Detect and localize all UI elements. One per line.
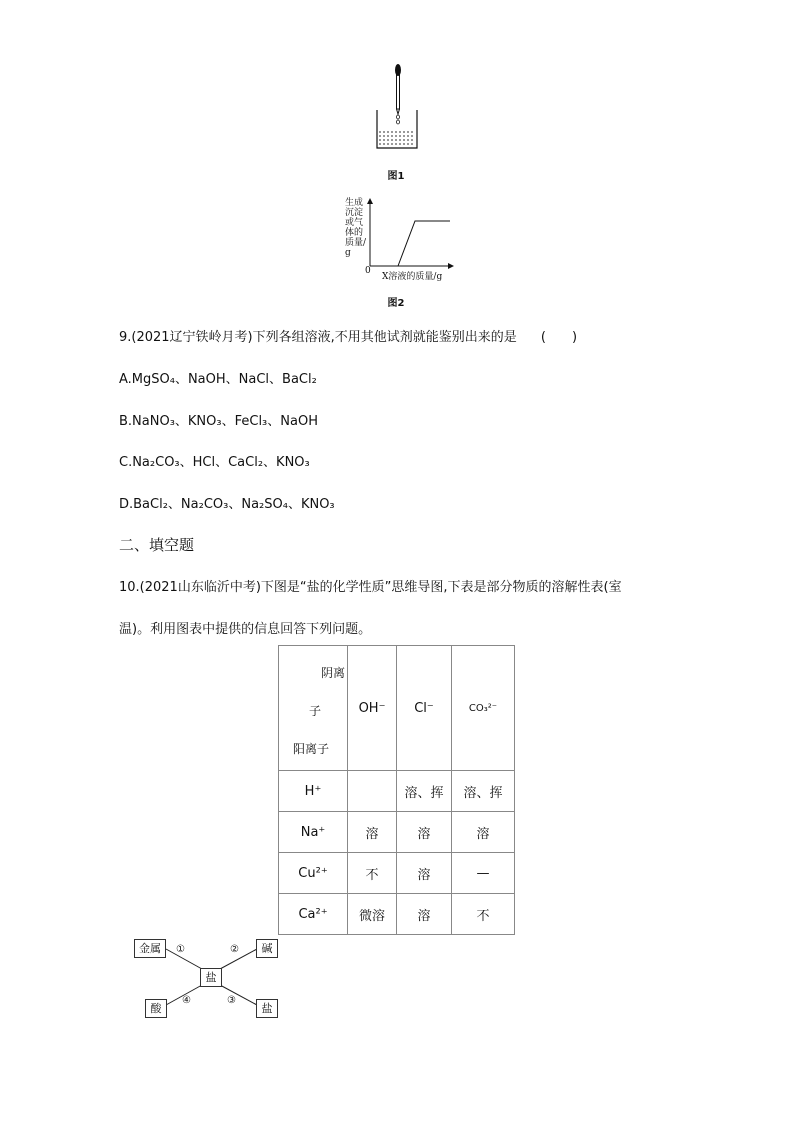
- table-cell: 溶、挥: [397, 771, 452, 812]
- mindmap-label-2: ②: [230, 944, 239, 955]
- anion-header: CO₃²⁻: [452, 646, 515, 771]
- mindmap-label-3: ③: [227, 995, 236, 1006]
- table-cell: [348, 771, 397, 812]
- section-title: 二、填空题: [119, 536, 195, 554]
- figure2-origin: 0: [365, 266, 371, 276]
- table-cell: —: [452, 853, 515, 894]
- q9-option-d: D.BaCl₂、Na₂CO₃、Na₂SO₄、KNO₃: [119, 497, 335, 512]
- q9-answer-blank: ( ): [540, 330, 578, 345]
- table-row: [279, 894, 515, 935]
- anion-header: Cl⁻: [397, 646, 452, 771]
- cation-cell: Ca²⁺: [279, 894, 348, 935]
- table-cell: 溶: [397, 894, 452, 935]
- cation-cell: Na⁺: [279, 812, 348, 853]
- table-cell: 微溶: [348, 894, 397, 935]
- figure2-caption: 图2: [387, 298, 405, 309]
- mindmap-label-1: ①: [176, 944, 185, 955]
- table-row: [279, 771, 515, 812]
- table-row: [279, 853, 515, 894]
- figure1-beaker-dropper: [372, 62, 422, 154]
- figure1-caption: 图1: [387, 171, 405, 182]
- corner-anion-label: 阴离: [320, 666, 345, 680]
- mindmap-node-salt: 盐: [256, 999, 278, 1018]
- q9-stem-text: 9.(2021辽宁铁岭月考)下列各组溶液,不用其他试剂就能鉴别出来的是: [119, 330, 517, 345]
- q10-line1: 10.(2021山东临沂中考)下图是“盐的化学性质”思维导图,下表是部分物质的溶解性表(室: [119, 580, 622, 595]
- table-cell: 溶: [397, 812, 452, 853]
- q9-option-b: B.NaNO₃、KNO₃、FeCl₃、NaOH: [119, 414, 318, 429]
- figure2-x-label: X溶液的质量/g: [382, 272, 443, 282]
- table-cell: 不: [452, 894, 515, 935]
- table-cell: 不: [348, 853, 397, 894]
- table-cell: 溶: [397, 853, 452, 894]
- mindmap-node-base: 碱: [256, 939, 278, 958]
- dropper-tube: [397, 75, 400, 109]
- q9-stem: [119, 326, 577, 345]
- corner-mid-label: 子: [309, 704, 322, 718]
- graph-line: [398, 221, 450, 266]
- figure2-y-label: 生成沉淀或气体的质量/g: [345, 198, 367, 258]
- q9-option-c: C.Na₂CO₃、HCl、CaCl₂、KNO₃: [119, 455, 310, 470]
- anion-header: OH⁻: [348, 646, 397, 771]
- table-row: [279, 812, 515, 853]
- dropper-bulb: [395, 64, 401, 76]
- mindmap-label-4: ④: [182, 995, 191, 1006]
- mindmap-node-acid: 酸: [145, 999, 167, 1018]
- table-corner-cell: [279, 646, 348, 771]
- mindmap-node-metal: 金属: [134, 939, 166, 958]
- table-cell: 溶: [452, 812, 515, 853]
- table-cell: 溶、挥: [452, 771, 515, 812]
- mindmap-node-center: 盐: [200, 968, 222, 987]
- q10-line2: 温)。利用图表中提供的信息回答下列问题。: [119, 622, 372, 637]
- solubility-table: [278, 645, 515, 935]
- cation-cell: H⁺: [279, 771, 348, 812]
- q9-option-a: A.MgSO₄、NaOH、NaCl、BaCl₂: [119, 372, 317, 387]
- table-cell: 溶: [348, 812, 397, 853]
- corner-cation-label: 阳离子: [293, 742, 330, 756]
- table-header-row: [279, 646, 515, 771]
- cation-cell: Cu²⁺: [279, 853, 348, 894]
